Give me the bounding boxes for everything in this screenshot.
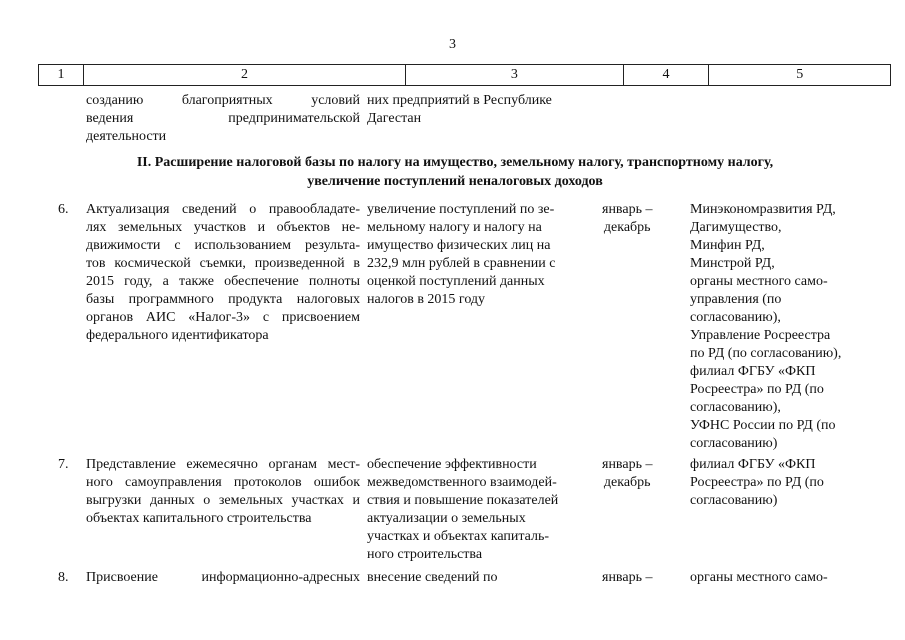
text-line: внесение сведений по bbox=[367, 570, 498, 585]
text-line: федерального идентификатора bbox=[86, 328, 269, 343]
text-line: согласованию), bbox=[690, 310, 781, 325]
text-line: базы программного продукта налоговых bbox=[86, 292, 360, 307]
text-line: Дагимущество, bbox=[690, 220, 782, 235]
text-line: Минфин РД, bbox=[690, 238, 765, 253]
text-line: январь – bbox=[602, 457, 653, 472]
row-6-result bbox=[367, 201, 555, 309]
text-line: обеспечение эффективности bbox=[367, 457, 537, 472]
text-line: Росреестра» по РД (по bbox=[690, 475, 824, 490]
table-header-row bbox=[38, 64, 891, 86]
text-line: оценкой поступлений данных bbox=[367, 274, 545, 289]
text-line: управления (по bbox=[690, 292, 782, 307]
text-line: тов космической съемки, произведенной в bbox=[86, 256, 360, 271]
text-line: объектах капитального строительства bbox=[86, 511, 312, 526]
text-line: Управление Росреестра bbox=[690, 328, 831, 343]
section-title-line: увеличение поступлений неналоговых доходов bbox=[307, 174, 603, 189]
text-line: органы местного само- bbox=[690, 274, 828, 289]
text-line: ведения предпринимательской bbox=[86, 111, 360, 126]
text-line: 2015 году, а также обеспечение полноты bbox=[86, 274, 360, 289]
header-col-2: 2 bbox=[84, 65, 406, 85]
header-col-3: 3 bbox=[406, 65, 623, 85]
text-line: ного строительства bbox=[367, 547, 483, 562]
row-8-result bbox=[367, 569, 498, 587]
text-line: 232,9 млн рублей в сравнении с bbox=[367, 256, 556, 271]
row-number: 8. bbox=[58, 570, 69, 585]
text-line: Минстрой РД, bbox=[690, 256, 775, 271]
text-line: согласованию), bbox=[690, 400, 781, 415]
text-line: декабрь bbox=[603, 475, 651, 490]
row-number: 6. bbox=[58, 202, 69, 217]
text-line: ного самоуправления протоколов ошибок bbox=[86, 475, 360, 490]
row-8-responsible bbox=[690, 569, 828, 587]
text-line: Минэкономразвития РД, bbox=[690, 202, 836, 217]
text-line: имущество физических лиц на bbox=[367, 238, 551, 253]
page-number: 3 bbox=[449, 37, 456, 52]
text-line: по РД (по согласованию), bbox=[690, 346, 842, 361]
continued-col2 bbox=[86, 92, 360, 146]
section-title-line: II. Расширение налоговой базы по налогу на имущество, земельному налогу, транспортному налогу, bbox=[136, 155, 774, 170]
text-line: увеличение поступлений по зе- bbox=[367, 202, 555, 217]
text-line: согласованию) bbox=[690, 436, 778, 451]
row-7-responsible bbox=[690, 456, 824, 510]
text-line: филиал ФГБУ «ФКП bbox=[690, 457, 816, 472]
text-line: них предприятий в Республике bbox=[367, 93, 552, 108]
text-line: Росреестра» по РД (по bbox=[690, 382, 824, 397]
text-line: налогов в 2015 году bbox=[367, 292, 486, 307]
row-number: 7. bbox=[58, 457, 69, 472]
text-line: январь – bbox=[602, 202, 653, 217]
row-7-result bbox=[367, 456, 558, 564]
text-line: деятельности bbox=[86, 129, 167, 144]
text-line: УФНС России по РД (по bbox=[690, 418, 836, 433]
text-line: Представление ежемесячно органам мест- bbox=[86, 457, 360, 472]
text-line: январь – bbox=[602, 570, 653, 585]
text-line: участках и объектах капиталь- bbox=[367, 529, 549, 544]
header-col-5: 5 bbox=[796, 67, 804, 82]
text-line: органов АИС «Налог-3» с присвоением bbox=[86, 310, 360, 325]
text-line: Присвоение информационно-адресных bbox=[86, 570, 360, 585]
row-6-period bbox=[602, 201, 652, 237]
text-line: лях земельных участков и объектов не- bbox=[86, 220, 360, 235]
row-6-responsible bbox=[690, 201, 841, 453]
row-6-measure bbox=[86, 201, 360, 345]
row-8-measure bbox=[86, 569, 360, 587]
text-line: актуализации о земельных bbox=[367, 511, 526, 526]
text-line: филиал ФГБУ «ФКП bbox=[690, 364, 816, 379]
text-line: выгрузки данных о земельных участках и bbox=[86, 493, 360, 508]
text-line: согласованию) bbox=[690, 493, 778, 508]
text-line: Актуализация сведений о правообладате- bbox=[86, 202, 360, 217]
text-line: ствия и повышение показателей bbox=[367, 493, 559, 508]
text-line: декабрь bbox=[603, 220, 651, 235]
row-7-measure bbox=[86, 456, 360, 528]
text-line: органы местного само- bbox=[690, 570, 828, 585]
text-line: движимости с использованием результа- bbox=[86, 238, 360, 253]
header-col-4: 4 bbox=[624, 65, 710, 85]
section-title bbox=[100, 153, 810, 191]
row-7-period bbox=[602, 456, 652, 492]
header-col-1: 1 bbox=[39, 65, 84, 85]
text-line: созданию благоприятных условий bbox=[86, 93, 360, 108]
text-line: Дагестан bbox=[367, 111, 422, 126]
continued-col3 bbox=[367, 92, 552, 128]
text-line: межведомственного взаимодей- bbox=[367, 475, 557, 490]
text-line: мельному налогу и налогу на bbox=[367, 220, 542, 235]
row-8-period bbox=[602, 569, 652, 587]
